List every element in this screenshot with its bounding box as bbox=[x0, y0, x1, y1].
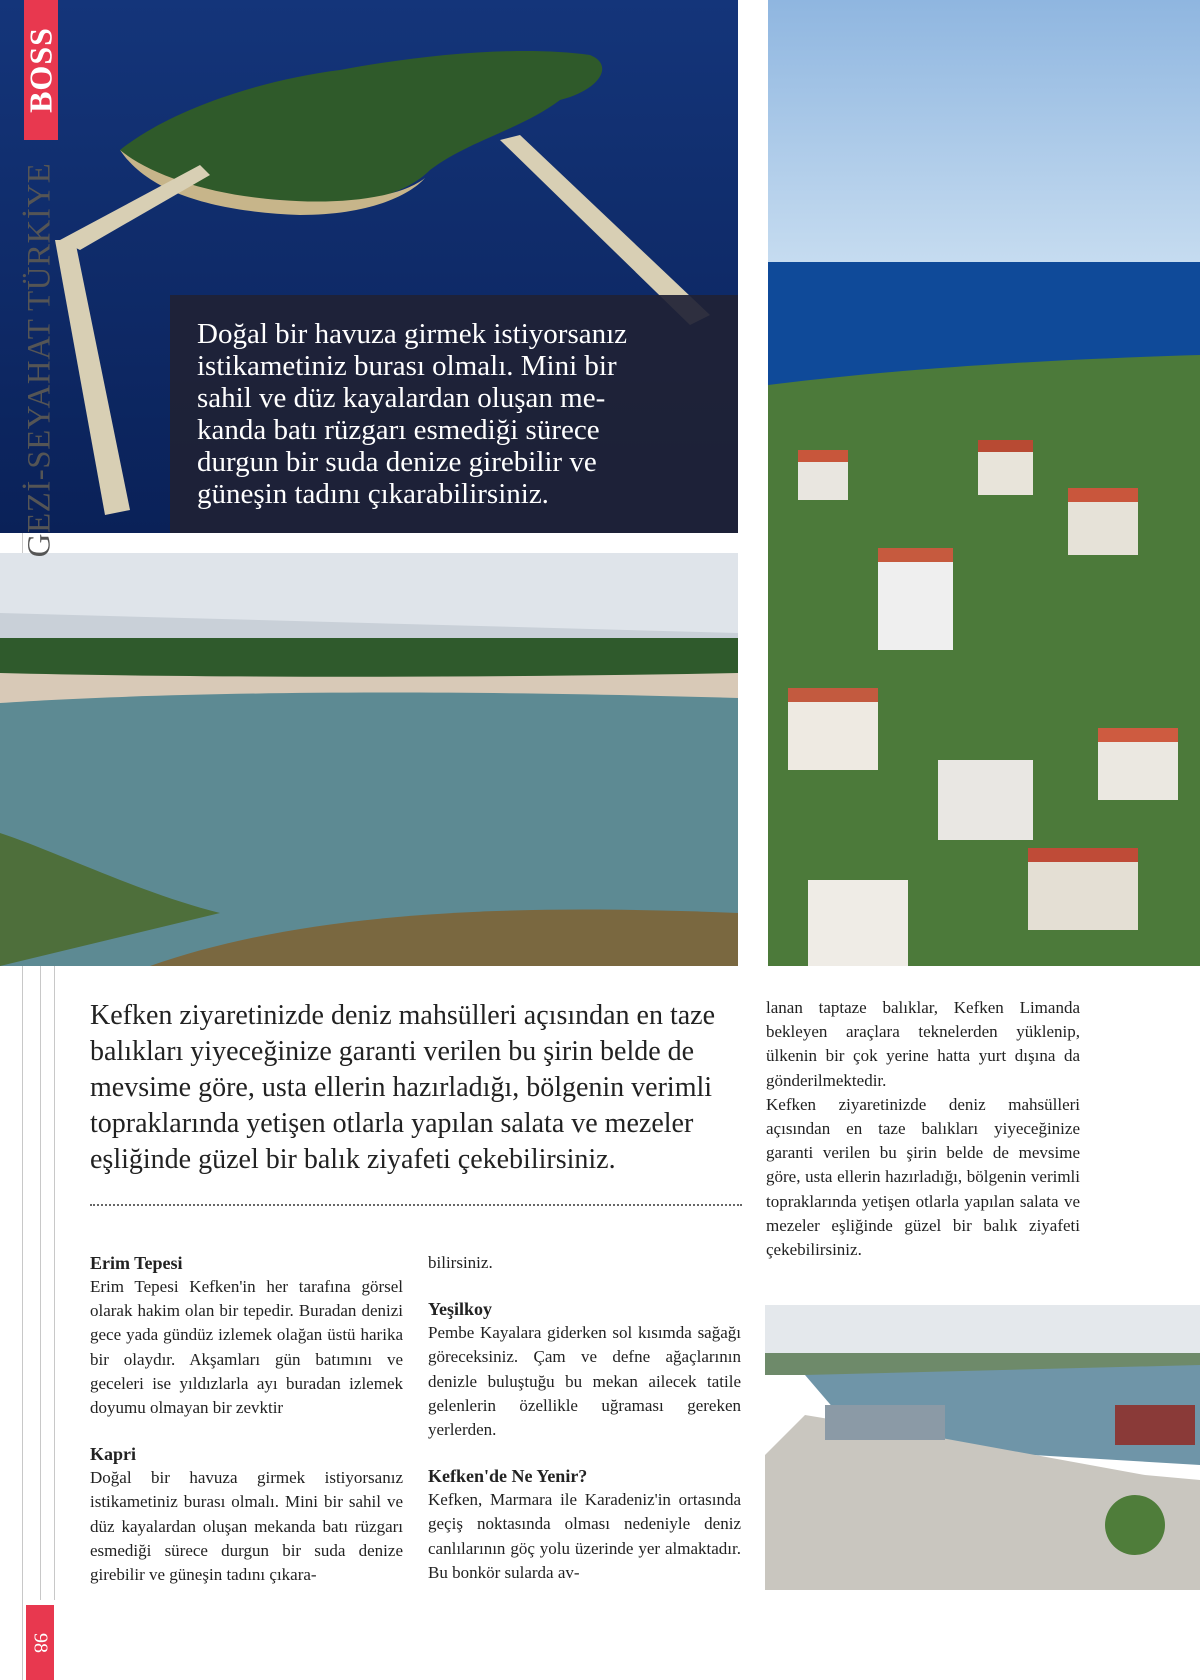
caption-line: güneşin tadını çıkarabilirsiniz. bbox=[197, 478, 549, 510]
island-photo-caption bbox=[197, 318, 667, 510]
section-header bbox=[18, 0, 62, 580]
town-hillside-photo bbox=[768, 0, 1200, 966]
body-kapri: Doğal bir havuza girmek istiyorsanız istikametiniz burası olmalı. Mini bir sahil ve düz kayalardan oluşan mekanda batı rüzgarı esmediği sürece durgun bir suda denize girebilir ve güneşin tadını çıkara- bbox=[90, 1468, 403, 1585]
heading-yesilkoy: Yeşilkoy bbox=[428, 1299, 493, 1320]
caption-line: kanda batı rüzgarı esmediği sürece bbox=[197, 414, 600, 446]
body-right-paragraph: Kefken ziyaretinizde deniz mahsülleri açısından en taze balıkları yiyeceğinize garanti verilen bu şirin belde de mevsime göre, usta ellerin hazırladığı, bölgenin verimli topraklarında yetişen otlarla yapılan salata ve mezeler eşliğinde güzel bir balık ziyafeti çekebilirsiniz. bbox=[766, 1094, 1080, 1260]
text-column-3 bbox=[766, 996, 1080, 1262]
body-erim-tepesi: Erim Tepesi Kefken'in her tarafına görsel olarak hakim olan bir tepedir. Buradan denizi gece yada gündüz izlemek olağan üstü harika bir olaydır. Akşamları gün batımını ve geceleri ise yıldızlarla ayı buradan izlemek doyumu olmayan bir zevktir bbox=[90, 1277, 403, 1418]
caption-line: istikametiniz burası olmalı. Mini bir bbox=[197, 350, 617, 382]
brand-logo: BOSS bbox=[22, 27, 59, 113]
body-ne-yenir: Kefken, Marmara ile Karadeniz'in ortasında geçiş noktasında olması nedeniyle deniz canlılarının göç yolu üzerinde yer almaktadır. Bu bonkör sularda av- bbox=[428, 1490, 741, 1582]
beach-bay-photo bbox=[0, 553, 738, 966]
page-number-tab bbox=[26, 1605, 54, 1680]
heading-kapri: Kapri bbox=[90, 1444, 137, 1465]
body-yesilkoy: Pembe Kayalara giderken sol kısımda sağağı göreceksiniz. Çam ve defne ağaçlarının denizle buluştuğu bu mekan ailecek tatile gelenlerin özellikle uğraması gereken yerlerden. bbox=[428, 1323, 741, 1440]
heading-ne-yenir: Kefken'de Ne Yenir? bbox=[428, 1466, 588, 1487]
text-column-2 bbox=[428, 1251, 741, 1585]
fishing-harbour-photo bbox=[765, 1305, 1200, 1590]
body-ne-yenir-continued: lanan taptaze balıklar, Kefken Limanda bekleyen araçlara teknelerden yüklenip, ülkenin bir çok yerine hatta yurt dışına da gönderilmektedir. bbox=[766, 998, 1080, 1090]
page-number: 98 bbox=[29, 1632, 52, 1653]
caption-line: Doğal bir havuza girmek istiyorsanız bbox=[197, 318, 628, 350]
section-title: GEZİ-SEYAHAT TÜRKİYE bbox=[21, 162, 58, 558]
dotted-divider bbox=[90, 1204, 742, 1206]
brand-tab bbox=[24, 0, 58, 140]
text-column-1 bbox=[90, 1251, 403, 1587]
caption-line: sahil ve düz kayalardan oluşan me- bbox=[197, 382, 606, 414]
body-kapri-continued: bilirsiniz. bbox=[428, 1253, 493, 1272]
heading-erim-tepesi: Erim Tepesi bbox=[90, 1253, 183, 1273]
caption-line: durgun bir suda denize girebilir ve bbox=[197, 446, 597, 478]
lead-paragraph: Kefken ziyaretinizde deniz mahsülleri açısından en taze balıkları yiyeceğinize garanti verilen bu şirin belde de mevsime göre, usta ellerin hazırladığı, bölgenin verimli topraklarında yetişen otlarla yapılan salata ve mezeler eşliğinde güzel bir balık ziyafeti çekebilirsiniz. bbox=[90, 1000, 716, 1175]
